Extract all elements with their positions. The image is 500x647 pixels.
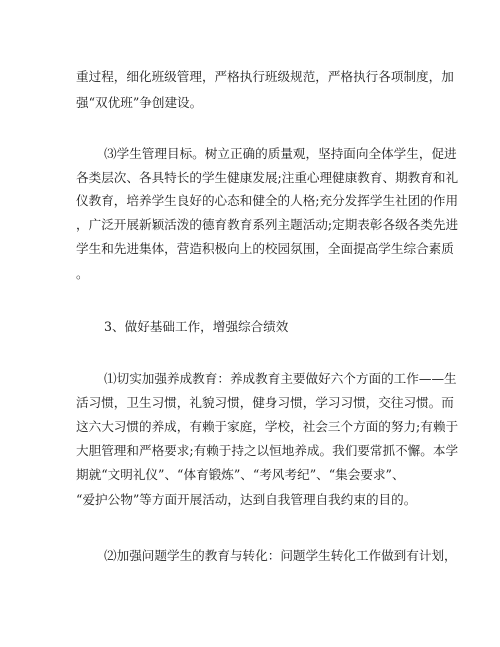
paragraph-3-line-2: 活习惯，卫生习惯，礼貌习惯，健身习惯，学习习惯，交往习惯。而 [76, 395, 454, 410]
paragraph-2-line-4: ，广泛开展新颖活泼的德育教育系列主题活动;定期表彰各级各类先进 [76, 217, 459, 232]
paragraph-2-line-1: ⑶学生管理目标。树立正确的质量观，坚持面向全体学生，促进 [104, 146, 457, 161]
paragraph-4-line-1: ⑵加强问题学生的教育与转化：问题学生转化工作做到有计划， [104, 548, 457, 563]
paragraph-3-line-1: ⑴切实加强养成教育：养成教育主要做好六个方面的工作——生 [104, 371, 457, 386]
paragraph-3-line-4: 大胆管理和严格要求;有赖于持之以恒地养成。我们要常抓不懈。本学 [76, 443, 459, 458]
paragraph-3-line-6: “爱护公物”等方面开展活动，达到自我管理自我约束的目的。 [76, 492, 417, 507]
paragraph-2-line-3: 仪教育，培养学生良好的心态和健全的人格;充分发挥学生社团的作用 [76, 193, 459, 208]
section-heading-3: 3、做好基础工作，增强综合绩效 [104, 319, 289, 334]
paragraph-3-line-5: 期就“文明礼仪”、“体育锻炼”、“考风考纪”、“集会要求”、 [76, 467, 405, 482]
paragraph-3-line-3: 这六大习惯的养成，有赖于家庭，学校，社会三个方面的努力;有赖于 [76, 419, 459, 434]
paragraph-2-line-5: 学生和先进集体，营造积极向上的校园氛围，全面提高学生综合素质 [76, 241, 454, 256]
paragraph-1-line-2: 强“双优班”争创建设。 [76, 95, 203, 110]
paragraph-1-line-1: 重过程，细化班级管理，严格执行班级规范，严格执行各项制度，加 [76, 69, 454, 84]
paragraph-2-line-2: 各类层次、各具特长的学生健康发展;注重心理健康教育、期教育和礼 [76, 170, 459, 185]
paragraph-2-line-6: 。 [76, 266, 89, 281]
